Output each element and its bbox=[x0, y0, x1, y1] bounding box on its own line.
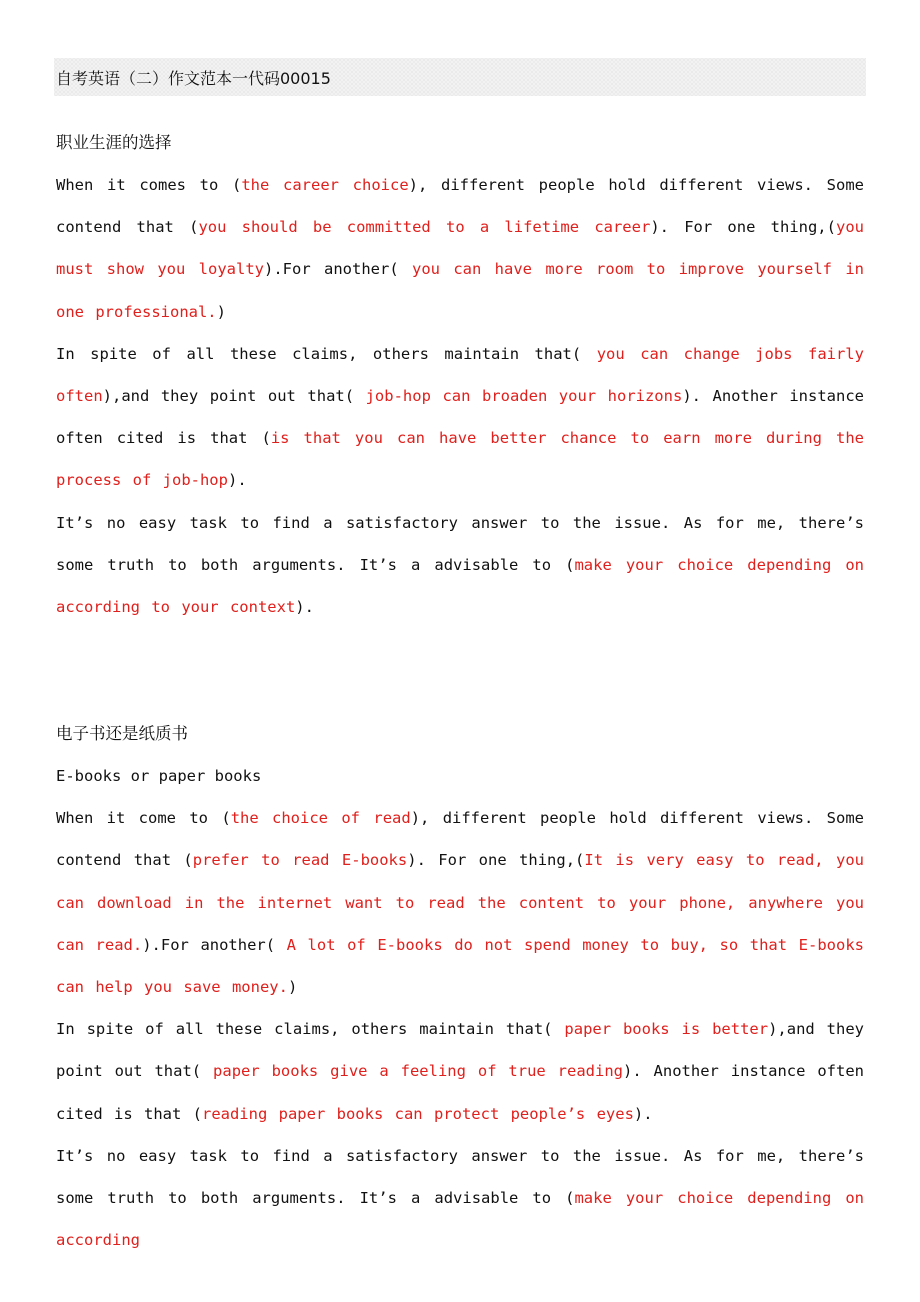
highlight-run: the career choice bbox=[241, 176, 409, 194]
essay2-paragraph-1 bbox=[56, 797, 864, 1008]
text-run: ).For another( bbox=[142, 935, 287, 954]
highlight-run: you should be committed to a lifetime career bbox=[198, 218, 651, 237]
text-run: ). bbox=[633, 1104, 653, 1123]
text-run: When it come to ( bbox=[56, 809, 231, 828]
text-run: ). Another instance often cited is that ( bbox=[56, 1062, 864, 1123]
text-run: ). Another instance often cited is that ( bbox=[56, 387, 864, 448]
text-run: ). For one thing,( bbox=[650, 218, 836, 237]
highlight-run: paper books give a feeling of true reading bbox=[213, 1062, 623, 1081]
highlight-run: It is very easy to read, you can download in the internet want to read the content to your phone, anywhere you can read. bbox=[56, 851, 864, 954]
text-run: When it comes to ( bbox=[56, 176, 242, 194]
text-run: In spite of all these claims, others maintain that( bbox=[56, 1020, 565, 1039]
text-run: In spite of all these claims, others maintain that( bbox=[56, 344, 597, 363]
text-run: ) bbox=[216, 302, 226, 321]
text-run: ). bbox=[295, 598, 314, 617]
text-run: ).For another( bbox=[264, 260, 412, 279]
highlight-run: reading paper books can protect people’s eyes bbox=[201, 1104, 634, 1123]
highlight-run: you must show you loyalty bbox=[56, 218, 864, 279]
highlight-run: paper books is better bbox=[564, 1020, 769, 1039]
text-run: ). For one thing,( bbox=[407, 851, 585, 870]
text-run: ). bbox=[227, 471, 247, 490]
highlight-run: the choice of read bbox=[230, 809, 411, 828]
section-gap bbox=[56, 628, 864, 713]
essay2-heading: 电子书还是纸质书 bbox=[56, 724, 188, 744]
essay1-paragraph-2 bbox=[56, 333, 864, 502]
text-run: It’s no easy task to find a satisfactory answer to the issue. As for me, there’s some truth to both arguments. It’s a advisable to ( bbox=[56, 1146, 864, 1208]
text-run: ),and they point out that( bbox=[102, 387, 366, 406]
highlight-run: is that you can have better chance to earn more during the process of job-hop bbox=[56, 429, 864, 490]
essay2-paragraph-3 bbox=[56, 1135, 864, 1262]
essay1-paragraph-1 bbox=[56, 164, 864, 333]
essay2-subtitle: E-books or paper books bbox=[56, 767, 262, 786]
document-body bbox=[56, 122, 864, 1261]
text-run: It’s no easy task to find a satisfactory answer to the issue. As for me, there’s some truth to both arguments. It’s a advisable to ( bbox=[56, 513, 864, 574]
document-title: 自考英语（二）作文范本一代码00015 bbox=[56, 69, 331, 88]
text-run: ) bbox=[287, 978, 298, 997]
highlight-run: A lot of E-books do not spend money to buy, so that E-books can help you save money. bbox=[56, 935, 864, 997]
essay-ebooks-or-paper bbox=[56, 713, 864, 1261]
highlight-run: you can change jobs fairly often bbox=[56, 344, 864, 406]
highlight-run: make your choice depending on according to your context bbox=[56, 555, 864, 617]
text-run: ), different people hold different views. Some contend that ( bbox=[56, 176, 864, 237]
text-run: ),and they point out that( bbox=[56, 1020, 864, 1081]
essay-career-choice bbox=[56, 122, 864, 628]
highlight-run: prefer to read E-books bbox=[192, 851, 408, 870]
essay1-paragraph-3 bbox=[56, 502, 864, 629]
essay1-heading: 职业生涯的选择 bbox=[56, 133, 172, 152]
highlight-run: job-hop can broaden your horizons bbox=[365, 387, 683, 406]
highlight-run: make your choice depending on according bbox=[56, 1189, 864, 1250]
essay2-paragraph-2 bbox=[56, 1008, 864, 1135]
highlight-run: you can have more room to improve yourself in one professional. bbox=[56, 260, 864, 321]
text-run: ), different people hold different views. Some contend that ( bbox=[56, 809, 865, 870]
